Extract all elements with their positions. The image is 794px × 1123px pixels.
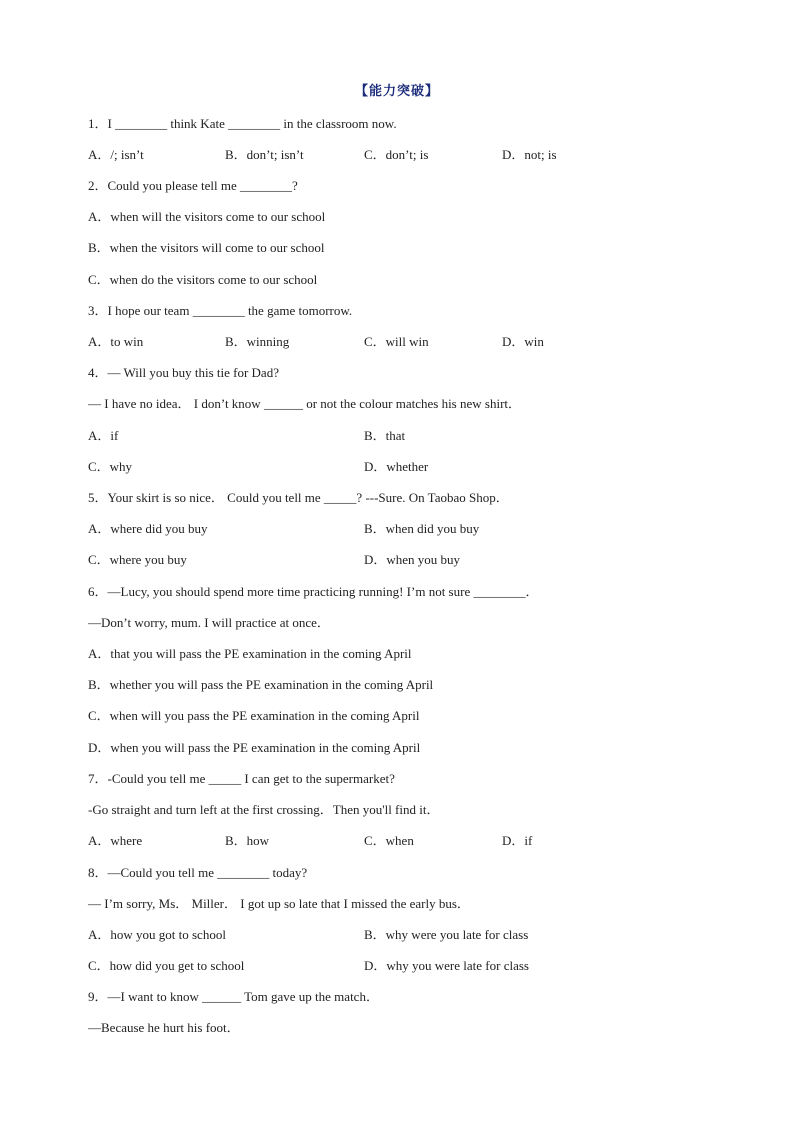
q1-option-b[interactable]: B．don’t; isn’t: [225, 147, 304, 162]
q4-option-b[interactable]: B．that: [364, 428, 406, 443]
q8-option-b[interactable]: B．why were you late for class: [364, 927, 529, 942]
question-5-stem: 5．Your skirt is so nice． Could you tell me _____? ---Sure. On Taobao Shop．: [88, 490, 509, 505]
q6-option-b[interactable]: B．whether you will pass the PE examination in the coming April: [88, 677, 434, 692]
q4-option-c[interactable]: C．why: [88, 459, 133, 474]
q5-option-b[interactable]: B．when did you buy: [364, 521, 480, 536]
q1-option-d[interactable]: D．not; is: [502, 147, 557, 162]
q5-option-a[interactable]: A．where did you buy: [88, 521, 208, 536]
q6-option-c[interactable]: C．when will you pass the PE examination in the coming April: [88, 708, 420, 723]
q7-option-b[interactable]: B．how: [225, 833, 270, 848]
question-3-stem: 3．I hope our team ________ the game tomorrow.: [88, 303, 353, 318]
question-4-line2: — I have no idea． I don’t know ______ or not the colour matches his new shirt．: [88, 396, 522, 411]
question-8-line2: — I’m sorry, Ms． Miller． I got up so late that I missed the early bus．: [88, 896, 470, 911]
question-9-line2: —Because he hurt his foot．: [88, 1020, 240, 1035]
q1-option-c[interactable]: C．don’t; is: [364, 147, 429, 162]
question-6-line2: —Don’t worry, mum. I will practice at once．: [88, 615, 330, 630]
q8-option-c[interactable]: C．how did you get to school: [88, 958, 245, 973]
q2-option-b[interactable]: B．when the visitors will come to our school: [88, 240, 325, 255]
q4-option-d[interactable]: D．whether: [364, 459, 429, 474]
question-8-stem: 8．—Could you tell me ________ today?: [88, 865, 308, 880]
section-title: 【能力突破】: [354, 84, 439, 99]
question-7-line2: -Go straight and turn left at the first crossing．Then you'll find it．: [88, 802, 440, 817]
question-9-stem: 9．—I want to know ______ Tom gave up the match．: [88, 989, 379, 1004]
q7-option-a[interactable]: A．where: [88, 833, 143, 848]
question-4-stem: 4．— Will you buy this tie for Dad?: [88, 365, 279, 380]
question-1-stem: 1．I ________ think Kate ________ in the classroom now.: [88, 116, 397, 131]
q5-option-c[interactable]: C．where you buy: [88, 552, 187, 567]
q7-option-c[interactable]: C．when: [364, 833, 414, 848]
q2-option-a[interactable]: A．when will the visitors come to our school: [88, 209, 326, 224]
q3-option-d[interactable]: D．win: [502, 334, 544, 349]
q5-option-d[interactable]: D．when you buy: [364, 552, 461, 567]
q4-option-a[interactable]: A．if: [88, 428, 119, 443]
q2-option-c[interactable]: C．when do the visitors come to our school: [88, 272, 318, 287]
q1-option-a[interactable]: A．/; isn’t: [88, 147, 144, 162]
q8-option-d[interactable]: D．why you were late for class: [364, 958, 529, 973]
question-6-stem: 6．—Lucy, you should spend more time practicing running! I’m not sure ________．: [88, 584, 539, 599]
q3-option-a[interactable]: A．to win: [88, 334, 144, 349]
question-7-stem: 7．-Could you tell me _____ I can get to the supermarket?: [88, 771, 395, 786]
q3-option-b[interactable]: B．winning: [225, 334, 290, 349]
q6-option-a[interactable]: A．that you will pass the PE examination in the coming April: [88, 646, 412, 661]
q3-option-c[interactable]: C．will win: [364, 334, 429, 349]
question-2-stem: 2．Could you please tell me ________?: [88, 178, 298, 193]
q7-option-d[interactable]: D．if: [502, 833, 533, 848]
q8-option-a[interactable]: A．how you got to school: [88, 927, 226, 942]
q6-option-d[interactable]: D．when you will pass the PE examination in the coming April: [88, 740, 421, 755]
